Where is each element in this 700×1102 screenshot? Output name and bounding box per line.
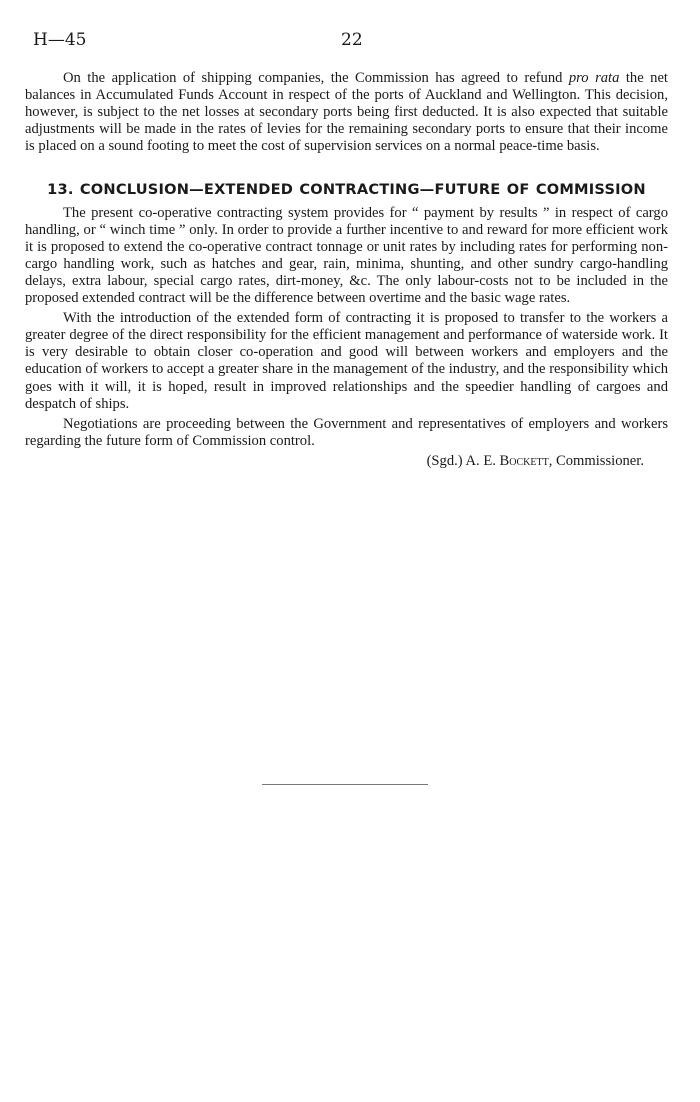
page-header — [33, 30, 673, 54]
paragraph-negotiations: Negotiations are proceeding between the Government and representatives of employers and workers regarding the future form of Commission control. — [25, 415, 668, 449]
paragraph-extended-contracting: With the introduction of the extended form of contracting it is proposed to transfer to the workers a greater degree of the direct responsibility for the efficient management and performance of waterside work. It is very desirable to obtain closer co-operation and good will between workers and employers and the education of workers to accept a greater share in the management of the industry, and the responsibility which goes with it will, it is hoped, result in improved relationships and the speedier handling of cargoes and despatch of ships. — [25, 310, 668, 412]
section-heading: 13. CONCLUSION—EXTENDED CONTRACTING—FUTURE OF COMMISSION — [47, 181, 646, 199]
body-text — [25, 70, 668, 470]
paragraph-refund-lead: On the application of shipping companies, the Commission has agreed to refund — [63, 70, 569, 86]
paragraph-contracting-system: The present co-operative contracting system provides for “ payment by results ” in respect of cargo handling, or “ winch time ” only. In order to provide a further incentive to and reward for more efficient work it is proposed to extend the co-operative contract tonnage or unit rates by including rates for performing non-cargo handling work, such as hatches and gear, rain, minima, shunting, and other sundry cargo-handling delays, extra labour, special cargo rates, dirt-money, &c. The only labour-costs not to be included in the proposed extended contract will be the difference between overtime and the basic wage rates. — [25, 204, 668, 307]
signature-surname: Bockett — [499, 452, 549, 469]
end-divider — [262, 784, 428, 785]
paragraph-refund-rest: the net balances in Accumulated Funds Account in respect of the ports of Auckland and Wellington. This decision, however, is subject to the net losses at secondary ports being first deducted. It is also expected that suitable adjustments will be made in the rates of levies for the remaining secondary ports to ensure that their income is placed on a sound footing to meet the cost of supervision services on a normal peace-time basis. — [25, 70, 668, 155]
signature-title: , Commissioner. — [548, 452, 644, 469]
pro-rata-term: pro rata — [568, 70, 620, 86]
document-reference: H—45 — [33, 30, 87, 50]
paragraph-refund — [25, 70, 668, 155]
page-number: 22 — [341, 30, 363, 50]
signature-prefix: (Sgd.) A. E. — [426, 452, 500, 469]
signature — [25, 453, 668, 470]
